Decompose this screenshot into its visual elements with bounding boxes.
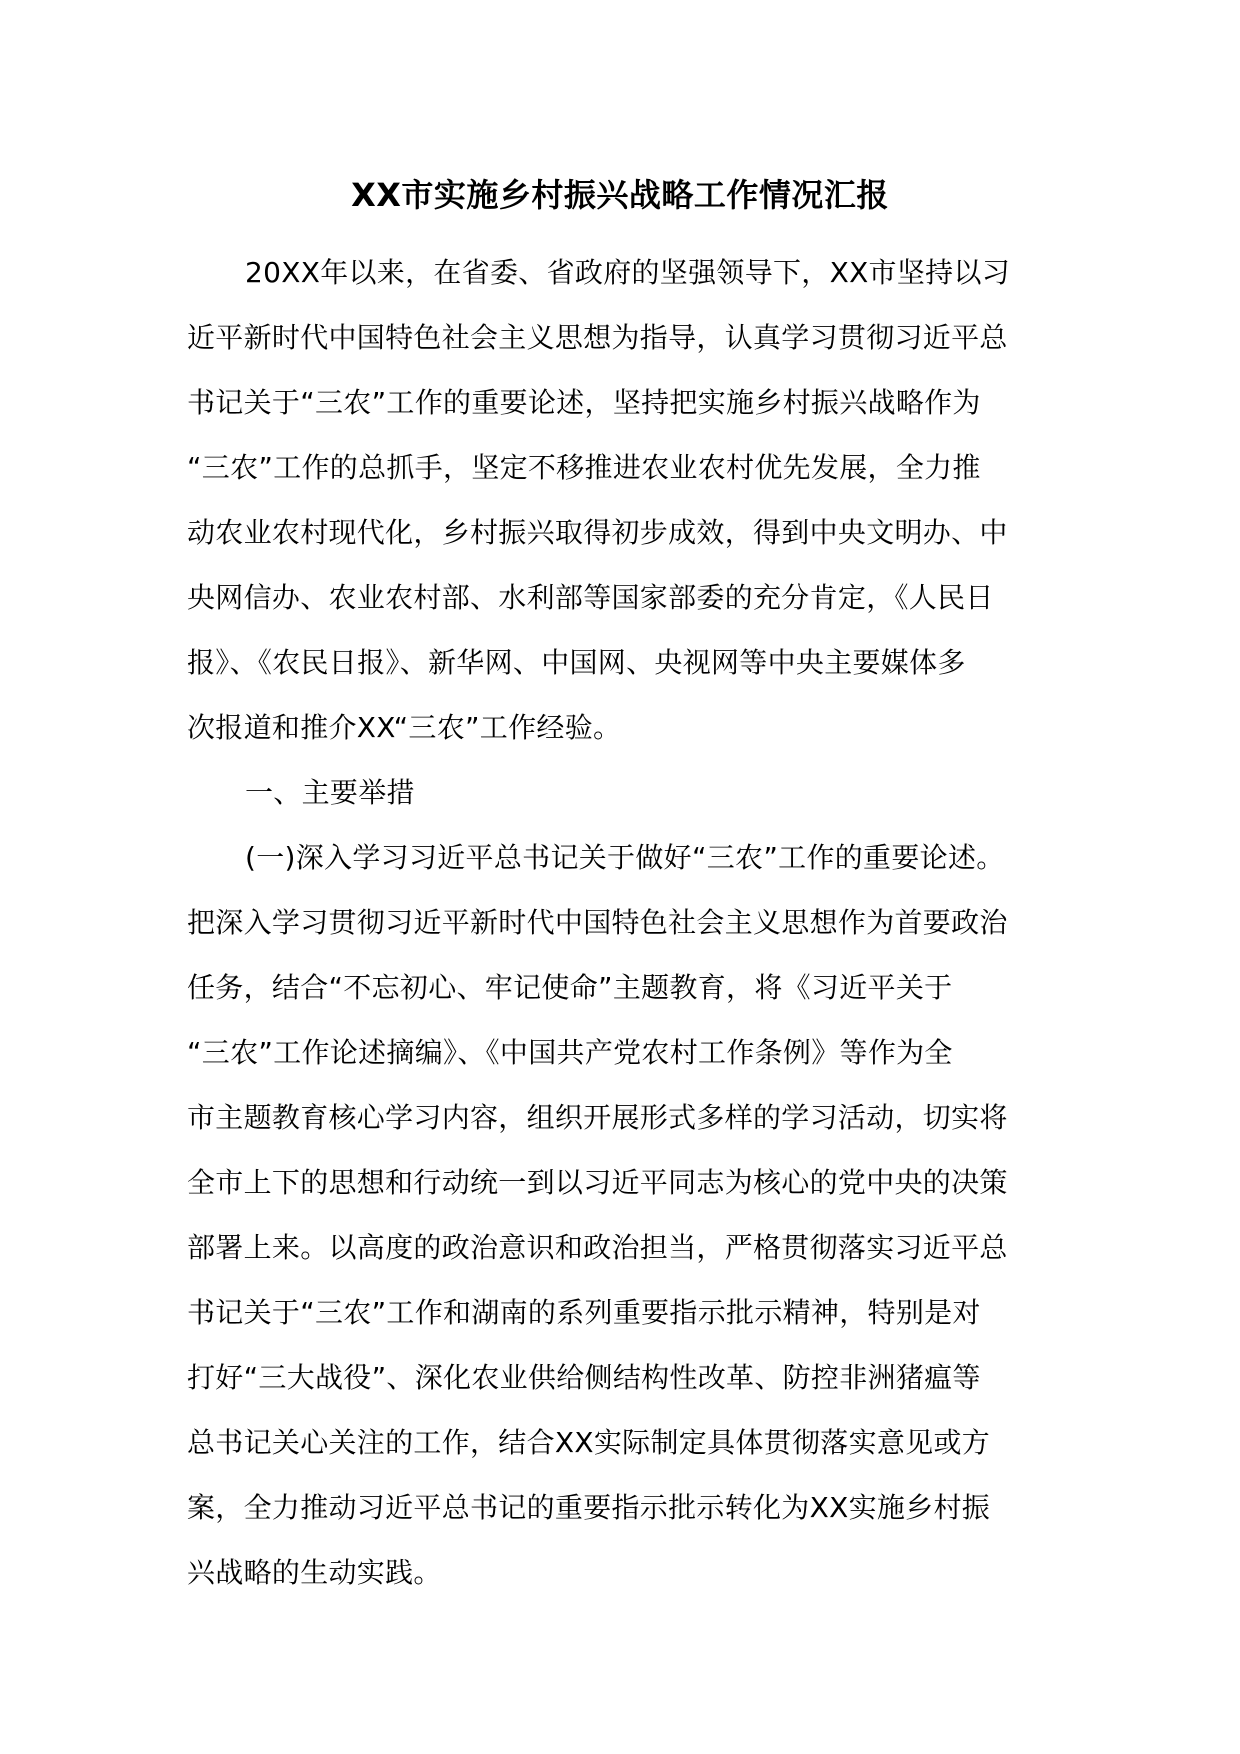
text-line: 部署上来。以高度的政治意识和政治担当，严格贯彻落实习近平总 (187, 1231, 1008, 1264)
text-line: 市主题教育核心学习内容，组织开展形式多样的学习活动，切实将 (187, 1101, 1008, 1134)
text-line: 任务，结合“不忘初心、牢记使命”主题教育，将《习近平关于 (187, 971, 953, 1004)
text-line: 书记关于“三农”工作的重要论述，坚持把实施乡村振兴战略作为 (187, 386, 981, 419)
text-line: 动农业农村现代化，乡村振兴取得初步成效，得到中央文明办、中 (187, 516, 1008, 549)
text-line: 全市上下的思想和行动统一到以习近平同志为核心的党中央的决策 (187, 1166, 1008, 1199)
text-line: 次报道和推介XX“三农”工作经验。 (187, 711, 622, 744)
text-line: “三农”工作的总抓手，坚定不移推进农业农村优先发展，全力推 (187, 451, 981, 484)
text-line: 书记关于“三农”工作和湖南的系列重要指示批示精神，特别是对 (187, 1296, 981, 1329)
text-line: 近平新时代中国特色社会主义思想为指导，认真学习贯彻习近平总 (187, 321, 1008, 354)
text-line: 案，全力推动习近平总书记的重要指示批示转化为XX实施乡村振 (187, 1491, 991, 1524)
text-line: 20XX年以来，在省委、省政府的坚强领导下，XX市坚持以习 (245, 256, 1011, 289)
text-line: 总书记关心关注的工作，结合XX实际制定具体贯彻落实意见或方 (187, 1426, 991, 1459)
text-line: 把深入学习贯彻习近平新时代中国特色社会主义思想作为首要政治 (187, 906, 1008, 939)
text-line: 报》、《农民日报》、新华网、中国网、央视网等中央主要媒体多 (187, 646, 966, 679)
section-heading: 一、主要举措 (245, 776, 415, 809)
document-title: XX市实施乡村振兴战略工作情况汇报 (351, 176, 889, 214)
text-line: 央网信办、农业农村部、水利部等国家部委的充分肯定，《人民日 (187, 581, 994, 614)
text-line: “三农”工作论述摘编》、《中国共产党农村工作条例》等作为全 (187, 1036, 953, 1069)
text-line: 兴战略的生动实践。 (187, 1556, 442, 1589)
text-line: 打好“三大战役”、深化农业供给侧结构性改革、防控非洲猪瘟等 (187, 1361, 981, 1394)
subsection-heading: (一)深入学习习近平总书记关于做好“三农”工作的重要论述。 (245, 841, 1005, 874)
document-body (187, 240, 1057, 1605)
